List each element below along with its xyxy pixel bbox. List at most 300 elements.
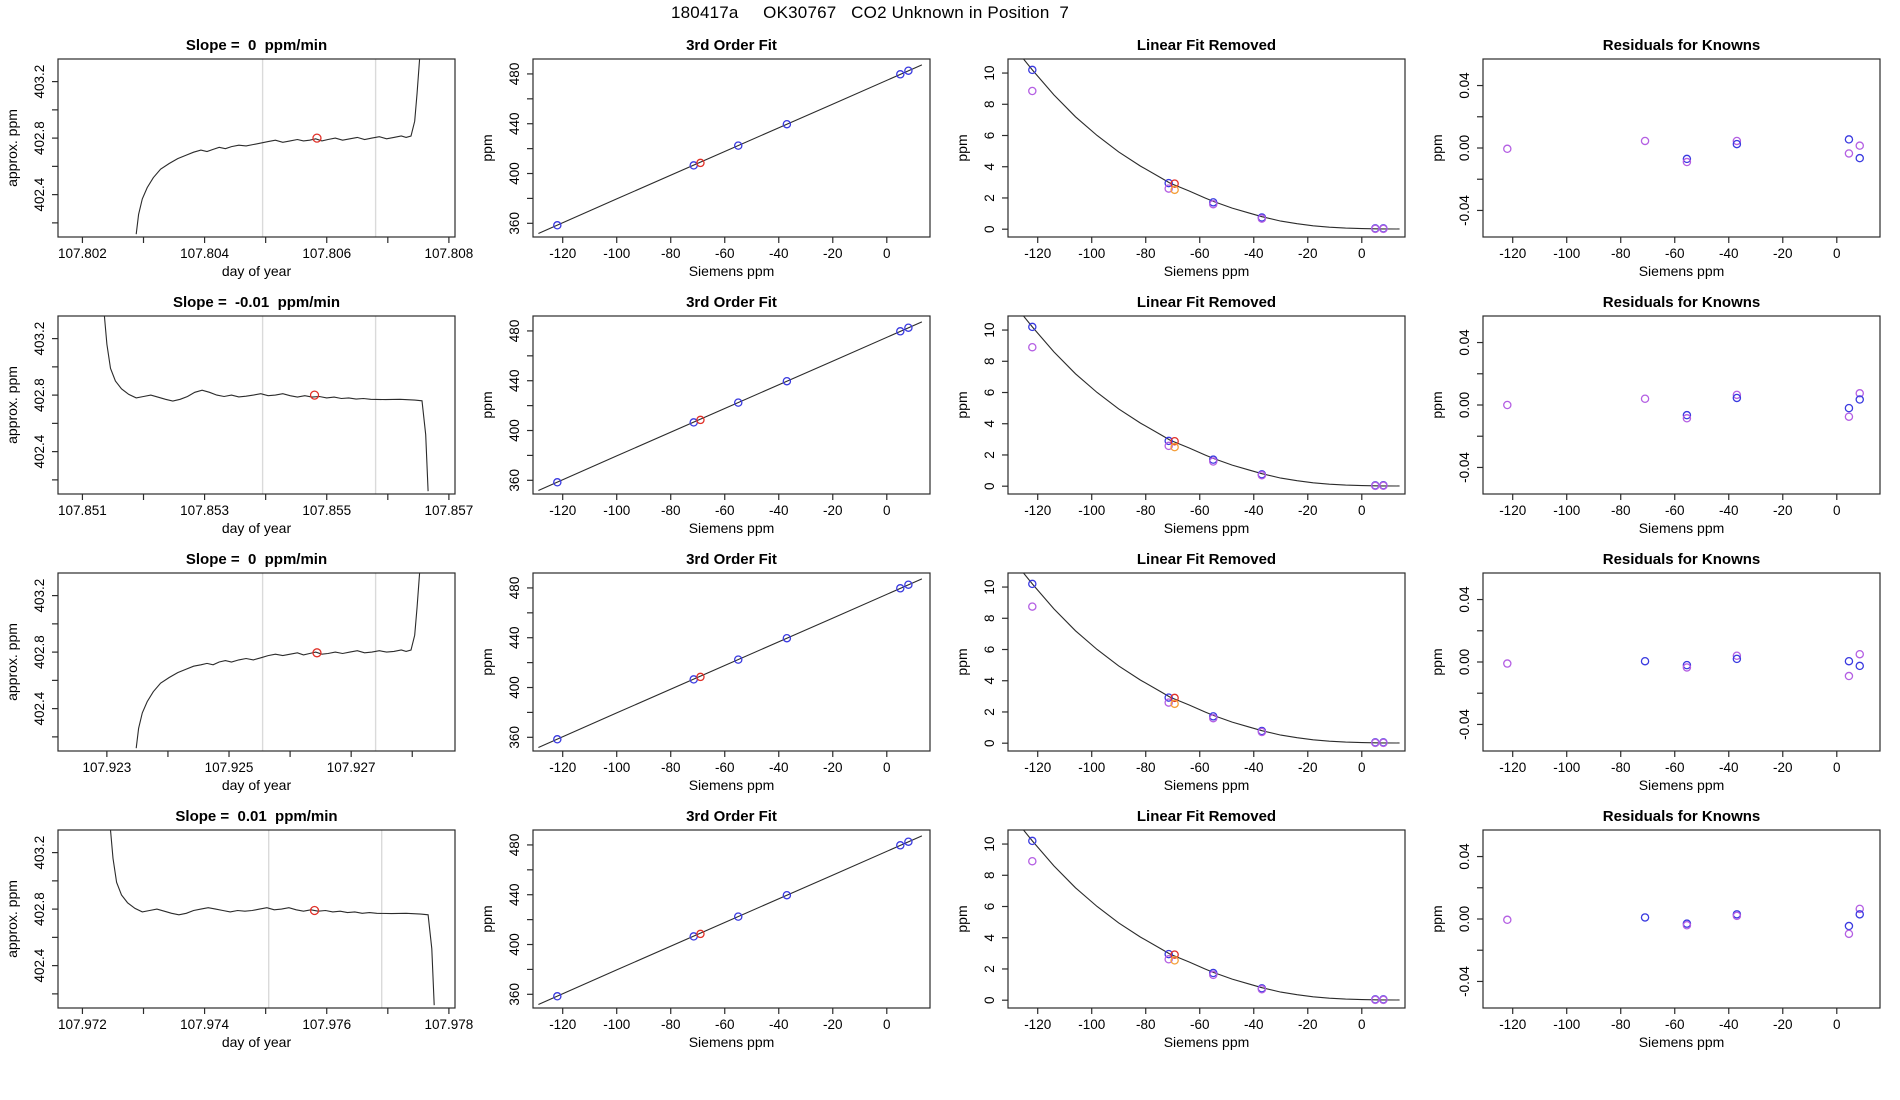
x-axis-title: Siemens ppm	[688, 263, 775, 279]
x-axis	[549, 237, 890, 279]
y-axis-title: ppm	[954, 391, 970, 419]
y-tick-label: 0.04	[1457, 329, 1472, 356]
x-tick-label: -120	[1499, 246, 1527, 261]
x-tick-label: -40	[1244, 760, 1264, 775]
y-tick-label: -0.04	[1457, 452, 1472, 483]
x-tick-label: -120	[1499, 503, 1527, 518]
x-tick-label: -20	[1298, 1017, 1318, 1032]
x-tick-label: -20	[1773, 1017, 1793, 1032]
x-tick-label: -20	[1773, 503, 1793, 518]
x-tick-label: -40	[1244, 246, 1264, 261]
purple-data-point	[1856, 142, 1863, 149]
x-axis	[1024, 494, 1365, 536]
x-tick-label: 107.927	[326, 760, 376, 775]
x-axis	[58, 1008, 473, 1050]
y-tick-label: 10	[982, 579, 997, 595]
page-title: 180417a OK30767 CO2 Unknown in Position 7	[670, 3, 1069, 22]
subplot-title: Residuals for Knowns	[1602, 294, 1761, 311]
y-axis-title: ppm	[954, 648, 970, 676]
x-tick-label: -80	[660, 1017, 681, 1032]
y-tick-label: 2	[982, 194, 997, 202]
y-tick-label: 8	[982, 614, 997, 623]
x-axis-title: day of year	[221, 1034, 292, 1050]
plot-frame	[1483, 316, 1880, 494]
x-tick-label: 0	[1358, 246, 1366, 261]
blue-data-point	[1641, 658, 1648, 665]
y-tick-label: 400	[507, 933, 522, 956]
x-tick-label: -100	[603, 246, 631, 261]
x-tick-label: -40	[1719, 503, 1739, 518]
x-tick-label: -80	[660, 246, 681, 261]
x-tick-label: -120	[549, 246, 577, 261]
y-tick-label: 4	[982, 419, 997, 428]
x-axis	[1499, 1008, 1840, 1050]
x-tick-label: -20	[823, 760, 843, 775]
purple-data-point	[1504, 145, 1511, 152]
y-axis	[954, 323, 1008, 490]
y-axis	[479, 320, 533, 492]
y-axis	[4, 65, 58, 223]
purple-data-point	[1845, 150, 1852, 157]
y-tick-label: 400	[507, 676, 522, 699]
purple-data-point	[1029, 603, 1036, 610]
purple-data-point	[1641, 395, 1648, 402]
plot-row2-slope-timeseries	[0, 289, 475, 546]
x-tick-label: 107.974	[180, 1017, 229, 1032]
x-tick-label: -60	[1189, 503, 1210, 518]
x-tick-label: -100	[1078, 1017, 1106, 1032]
y-tick-label: 6	[982, 902, 997, 911]
x-tick-label: -60	[714, 1017, 735, 1032]
x-tick-label: 107.806	[302, 246, 352, 261]
y-axis	[1429, 843, 1483, 997]
y-tick-label: 400	[507, 419, 522, 442]
blue-data-point	[1856, 155, 1863, 162]
y-tick-label: 10	[982, 836, 997, 852]
x-axis-title: Siemens ppm	[1163, 263, 1250, 279]
data-line	[136, 573, 419, 748]
plot-row1-third-order-fit	[475, 32, 950, 289]
y-tick-label: 440	[507, 112, 522, 135]
data-line	[104, 316, 428, 491]
y-tick-label: 0.00	[1457, 134, 1472, 162]
purple-data-point	[1845, 413, 1852, 420]
x-axis-title: day of year	[221, 263, 292, 279]
x-axis-title: Siemens ppm	[688, 520, 775, 536]
data-line	[538, 836, 922, 1005]
x-axis	[82, 751, 412, 793]
subplot-title: 3rd Order Fit	[686, 808, 777, 825]
y-tick-label: 360	[507, 212, 522, 235]
x-axis-title: day of year	[221, 777, 292, 793]
subplot-title: Residuals for Knowns	[1602, 551, 1761, 568]
x-tick-label: -40	[1244, 1017, 1264, 1032]
y-tick-label: 402.4	[32, 948, 47, 983]
y-axis	[954, 580, 1008, 747]
x-tick-label: -80	[1135, 1017, 1156, 1032]
x-tick-label: -80	[1610, 760, 1631, 775]
x-tick-label: 107.857	[424, 503, 474, 518]
y-tick-label: 403.2	[32, 64, 47, 99]
x-tick-label: -40	[1719, 760, 1739, 775]
plot-frame	[1483, 830, 1880, 1008]
x-axis	[1024, 1008, 1365, 1050]
y-axis	[1429, 72, 1483, 226]
purple-data-point	[1845, 672, 1852, 679]
x-tick-label: 107.851	[58, 503, 107, 518]
purple-data-point	[1504, 401, 1511, 408]
y-tick-label: 402.8	[32, 378, 47, 413]
subplot-title: 3rd Order Fit	[686, 551, 777, 568]
y-axis-title: ppm	[954, 905, 970, 933]
y-axis-title: approx. ppm	[4, 366, 20, 444]
x-tick-label: 107.972	[58, 1017, 107, 1032]
x-tick-label: -40	[1244, 503, 1264, 518]
x-tick-label: -100	[1553, 760, 1581, 775]
x-tick-label: -100	[603, 1017, 631, 1032]
x-tick-label: 107.976	[302, 1017, 352, 1032]
y-axis	[1429, 586, 1483, 740]
x-tick-label: -120	[549, 760, 577, 775]
y-axis-title: ppm	[479, 648, 495, 676]
y-axis-title: ppm	[479, 391, 495, 419]
y-tick-label: 2	[982, 965, 997, 973]
x-tick-label: -60	[714, 760, 735, 775]
y-tick-label: 10	[982, 322, 997, 338]
x-tick-label: -120	[1499, 1017, 1527, 1032]
y-tick-label: 400	[507, 162, 522, 185]
y-tick-label: 4	[982, 162, 997, 171]
y-axis-title: ppm	[1429, 905, 1445, 933]
y-tick-label: 6	[982, 388, 997, 397]
y-tick-label: 8	[982, 100, 997, 109]
y-axis	[1429, 329, 1483, 483]
plot-frame	[1008, 573, 1405, 751]
y-tick-label: 402.8	[32, 121, 47, 156]
plot-frame	[58, 316, 455, 494]
x-tick-label: 0	[883, 246, 891, 261]
y-tick-label: 10	[982, 65, 997, 81]
x-tick-label: -120	[1024, 1017, 1052, 1032]
y-axis	[479, 834, 533, 1006]
x-tick-label: -60	[1664, 760, 1685, 775]
plot-frame	[1483, 573, 1880, 751]
x-tick-label: -80	[1610, 246, 1631, 261]
x-tick-label: -20	[823, 1017, 843, 1032]
x-axis	[549, 751, 890, 793]
plot-row1-slope-timeseries	[0, 32, 475, 289]
y-tick-label: 360	[507, 469, 522, 492]
plot-row3-residuals-knowns	[1425, 546, 1900, 803]
x-tick-label: -60	[1189, 1017, 1210, 1032]
x-tick-label: 0	[883, 760, 891, 775]
plot-frame	[1008, 316, 1405, 494]
subplot-title: Slope = 0 ppm/min	[185, 551, 328, 568]
y-tick-label: 480	[507, 576, 522, 600]
y-tick-label: 440	[507, 626, 522, 649]
x-tick-label: -60	[1189, 760, 1210, 775]
y-tick-label: 480	[507, 319, 522, 343]
x-axis-title: Siemens ppm	[688, 777, 775, 793]
x-tick-label: -40	[1719, 246, 1739, 261]
y-axis-title: ppm	[479, 134, 495, 162]
purple-data-point	[1856, 651, 1863, 658]
y-tick-label: 403.2	[32, 321, 47, 356]
y-axis	[4, 579, 58, 737]
blue-data-point	[1856, 662, 1863, 669]
x-tick-label: -20	[823, 503, 843, 518]
y-tick-label: 8	[982, 871, 997, 880]
x-tick-label: -120	[1024, 760, 1052, 775]
x-axis	[1024, 751, 1365, 793]
y-tick-label: 402.4	[32, 434, 47, 469]
x-axis-title: Siemens ppm	[688, 1034, 775, 1050]
x-tick-label: -20	[823, 246, 843, 261]
highlight-marker	[313, 134, 321, 142]
x-tick-label: 107.808	[424, 246, 474, 261]
x-tick-label: -100	[603, 503, 631, 518]
data-line	[111, 830, 435, 1005]
purple-data-point	[1029, 858, 1036, 865]
y-axis-title: ppm	[954, 134, 970, 162]
y-tick-label: 0	[982, 996, 997, 1004]
y-axis-title: approx. ppm	[4, 623, 20, 701]
subplot-title: Residuals for Knowns	[1602, 37, 1761, 54]
x-tick-label: 0	[883, 1017, 891, 1032]
subplot-title: Linear Fit Removed	[1136, 37, 1277, 54]
x-tick-label: -60	[714, 246, 735, 261]
x-axis-title: Siemens ppm	[1638, 777, 1725, 793]
y-axis	[4, 836, 58, 994]
subplot-title: 3rd Order Fit	[686, 37, 777, 54]
x-axis	[1499, 751, 1840, 793]
x-tick-label: 0	[1833, 1017, 1841, 1032]
y-axis-title: approx. ppm	[4, 109, 20, 187]
plot-row4-third-order-fit	[475, 803, 950, 1060]
x-tick-label: -100	[1078, 503, 1106, 518]
x-axis	[1499, 237, 1840, 279]
blue-data-point	[1856, 911, 1863, 918]
y-axis	[479, 577, 533, 749]
y-axis-title: ppm	[1429, 391, 1445, 419]
x-tick-label: -80	[1135, 503, 1156, 518]
y-tick-label: 8	[982, 357, 997, 366]
y-axis-title: approx. ppm	[4, 880, 20, 958]
purple-data-point	[1029, 344, 1036, 351]
x-tick-label: -40	[769, 760, 789, 775]
subplot-title: Slope = -0.01 ppm/min	[172, 294, 341, 311]
y-tick-label: 402.4	[32, 691, 47, 726]
x-tick-label: 0	[1833, 503, 1841, 518]
plot-row3-third-order-fit	[475, 546, 950, 803]
x-axis	[58, 237, 473, 279]
x-tick-label: -80	[1610, 503, 1631, 518]
y-tick-label: 0	[982, 739, 997, 747]
y-tick-label: 2	[982, 451, 997, 459]
x-tick-label: -80	[660, 760, 681, 775]
x-tick-label: -120	[1499, 760, 1527, 775]
y-tick-label: 0.04	[1457, 72, 1472, 99]
x-tick-label: 107.925	[204, 760, 254, 775]
y-tick-label: 6	[982, 131, 997, 140]
subplot-title: Linear Fit Removed	[1136, 808, 1277, 825]
y-axis-title: ppm	[479, 905, 495, 933]
y-tick-label: -0.04	[1457, 966, 1472, 997]
y-tick-label: 403.2	[32, 835, 47, 870]
x-axis	[549, 1008, 890, 1050]
subplot-title: Linear Fit Removed	[1136, 551, 1277, 568]
plot-row4-residuals-knowns	[1425, 803, 1900, 1060]
x-tick-label: -100	[603, 760, 631, 775]
data-line	[1013, 818, 1399, 1001]
y-tick-label: 0	[982, 482, 997, 490]
y-tick-label: 0	[982, 225, 997, 233]
y-tick-label: 0.00	[1457, 905, 1472, 933]
plot-frame	[1483, 59, 1880, 237]
y-tick-label: 440	[507, 369, 522, 392]
data-line	[538, 65, 922, 234]
x-tick-label: -40	[769, 246, 789, 261]
y-tick-label: 0.04	[1457, 586, 1472, 613]
x-tick-label: 107.804	[180, 246, 229, 261]
plot-frame	[58, 59, 455, 237]
x-tick-label: -80	[1135, 760, 1156, 775]
y-tick-label: 4	[982, 676, 997, 685]
plot-row1-linear-fit-removed	[950, 32, 1425, 289]
x-tick-label: -80	[660, 503, 681, 518]
y-axis	[954, 66, 1008, 233]
x-tick-label: -40	[1719, 1017, 1739, 1032]
purple-data-point	[1641, 137, 1648, 144]
y-axis-title: ppm	[1429, 134, 1445, 162]
x-tick-label: -120	[1024, 246, 1052, 261]
plot-row2-third-order-fit	[475, 289, 950, 546]
x-tick-label: -80	[1610, 1017, 1631, 1032]
subplot-title: 3rd Order Fit	[686, 294, 777, 311]
x-tick-label: -120	[1024, 503, 1052, 518]
y-tick-label: 360	[507, 983, 522, 1006]
plot-row2-linear-fit-removed	[950, 289, 1425, 546]
x-axis-title: Siemens ppm	[1638, 1034, 1725, 1050]
x-tick-label: 107.853	[180, 503, 229, 518]
highlight-marker	[311, 391, 319, 399]
y-tick-label: -0.04	[1457, 195, 1472, 226]
blue-data-point	[1845, 405, 1852, 412]
x-tick-label: 107.855	[302, 503, 352, 518]
x-tick-label: -80	[1135, 246, 1156, 261]
plot-row3-linear-fit-removed	[950, 546, 1425, 803]
x-tick-label: -120	[549, 503, 577, 518]
y-tick-label: 402.8	[32, 635, 47, 670]
x-tick-label: -20	[1773, 246, 1793, 261]
plot-row4-slope-timeseries	[0, 803, 475, 1060]
x-axis	[1024, 237, 1365, 279]
y-axis	[954, 837, 1008, 1004]
x-tick-label: -60	[1664, 503, 1685, 518]
x-axis	[549, 494, 890, 536]
x-tick-label: -20	[1298, 760, 1318, 775]
x-axis-title: Siemens ppm	[1163, 520, 1250, 536]
y-tick-label: 0.00	[1457, 391, 1472, 419]
y-tick-label: 0.00	[1457, 648, 1472, 676]
y-tick-label: 2	[982, 708, 997, 716]
x-tick-label: 0	[883, 503, 891, 518]
y-tick-label: 403.2	[32, 578, 47, 613]
data-line	[136, 59, 419, 234]
purple-data-point	[1845, 930, 1852, 937]
y-tick-label: -0.04	[1457, 709, 1472, 740]
blue-data-point	[1641, 914, 1648, 921]
x-tick-label: -100	[1553, 246, 1581, 261]
x-tick-label: 107.923	[82, 760, 132, 775]
x-tick-label: 0	[1358, 760, 1366, 775]
x-tick-label: -100	[1078, 760, 1106, 775]
x-tick-label: 107.802	[58, 246, 107, 261]
y-tick-label: 360	[507, 726, 522, 749]
y-tick-label: 440	[507, 883, 522, 906]
x-tick-label: -120	[549, 1017, 577, 1032]
purple-data-point	[1029, 87, 1036, 94]
x-axis	[58, 494, 473, 536]
y-tick-label: 0.04	[1457, 843, 1472, 870]
x-tick-label: 0	[1358, 503, 1366, 518]
x-axis-title: Siemens ppm	[1163, 1034, 1250, 1050]
plot-row4-linear-fit-removed	[950, 803, 1425, 1060]
x-tick-label: 107.978	[424, 1017, 474, 1032]
x-tick-label: -60	[1664, 246, 1685, 261]
x-tick-label: -40	[769, 503, 789, 518]
x-tick-label: -60	[1664, 1017, 1685, 1032]
plot-frame	[58, 573, 455, 751]
x-tick-label: -100	[1078, 246, 1106, 261]
plot-frame	[58, 830, 455, 1008]
y-tick-label: 4	[982, 933, 997, 942]
y-axis	[479, 63, 533, 235]
x-tick-label: -20	[1298, 246, 1318, 261]
y-axis-title: ppm	[1429, 648, 1445, 676]
blue-data-point	[1845, 136, 1852, 143]
x-tick-label: -40	[769, 1017, 789, 1032]
data-line	[538, 579, 922, 748]
x-tick-label: -20	[1298, 503, 1318, 518]
blue-data-point	[1845, 922, 1852, 929]
x-tick-label: -100	[1553, 1017, 1581, 1032]
x-axis-title: Siemens ppm	[1638, 263, 1725, 279]
x-tick-label: 0	[1833, 246, 1841, 261]
x-tick-label: -60	[714, 503, 735, 518]
plot-row2-residuals-knowns	[1425, 289, 1900, 546]
y-axis	[4, 322, 58, 480]
data-line	[1013, 47, 1399, 230]
data-line	[1013, 561, 1399, 744]
subplot-title: Residuals for Knowns	[1602, 808, 1761, 825]
x-tick-label: 0	[1833, 760, 1841, 775]
plot-frame	[1008, 830, 1405, 1008]
x-axis-title: day of year	[221, 520, 292, 536]
plot-frame	[1008, 59, 1405, 237]
x-axis-title: Siemens ppm	[1163, 777, 1250, 793]
y-tick-label: 402.8	[32, 892, 47, 927]
subplot-title: Slope = 0.01 ppm/min	[175, 808, 338, 825]
data-line	[1013, 304, 1399, 487]
purple-data-point	[1504, 916, 1511, 923]
x-axis-title: Siemens ppm	[1638, 520, 1725, 536]
plot-row3-slope-timeseries	[0, 546, 475, 803]
x-tick-label: -20	[1773, 760, 1793, 775]
y-tick-label: 480	[507, 833, 522, 857]
purple-data-point	[1504, 660, 1511, 667]
subplot-title: Linear Fit Removed	[1136, 294, 1277, 311]
